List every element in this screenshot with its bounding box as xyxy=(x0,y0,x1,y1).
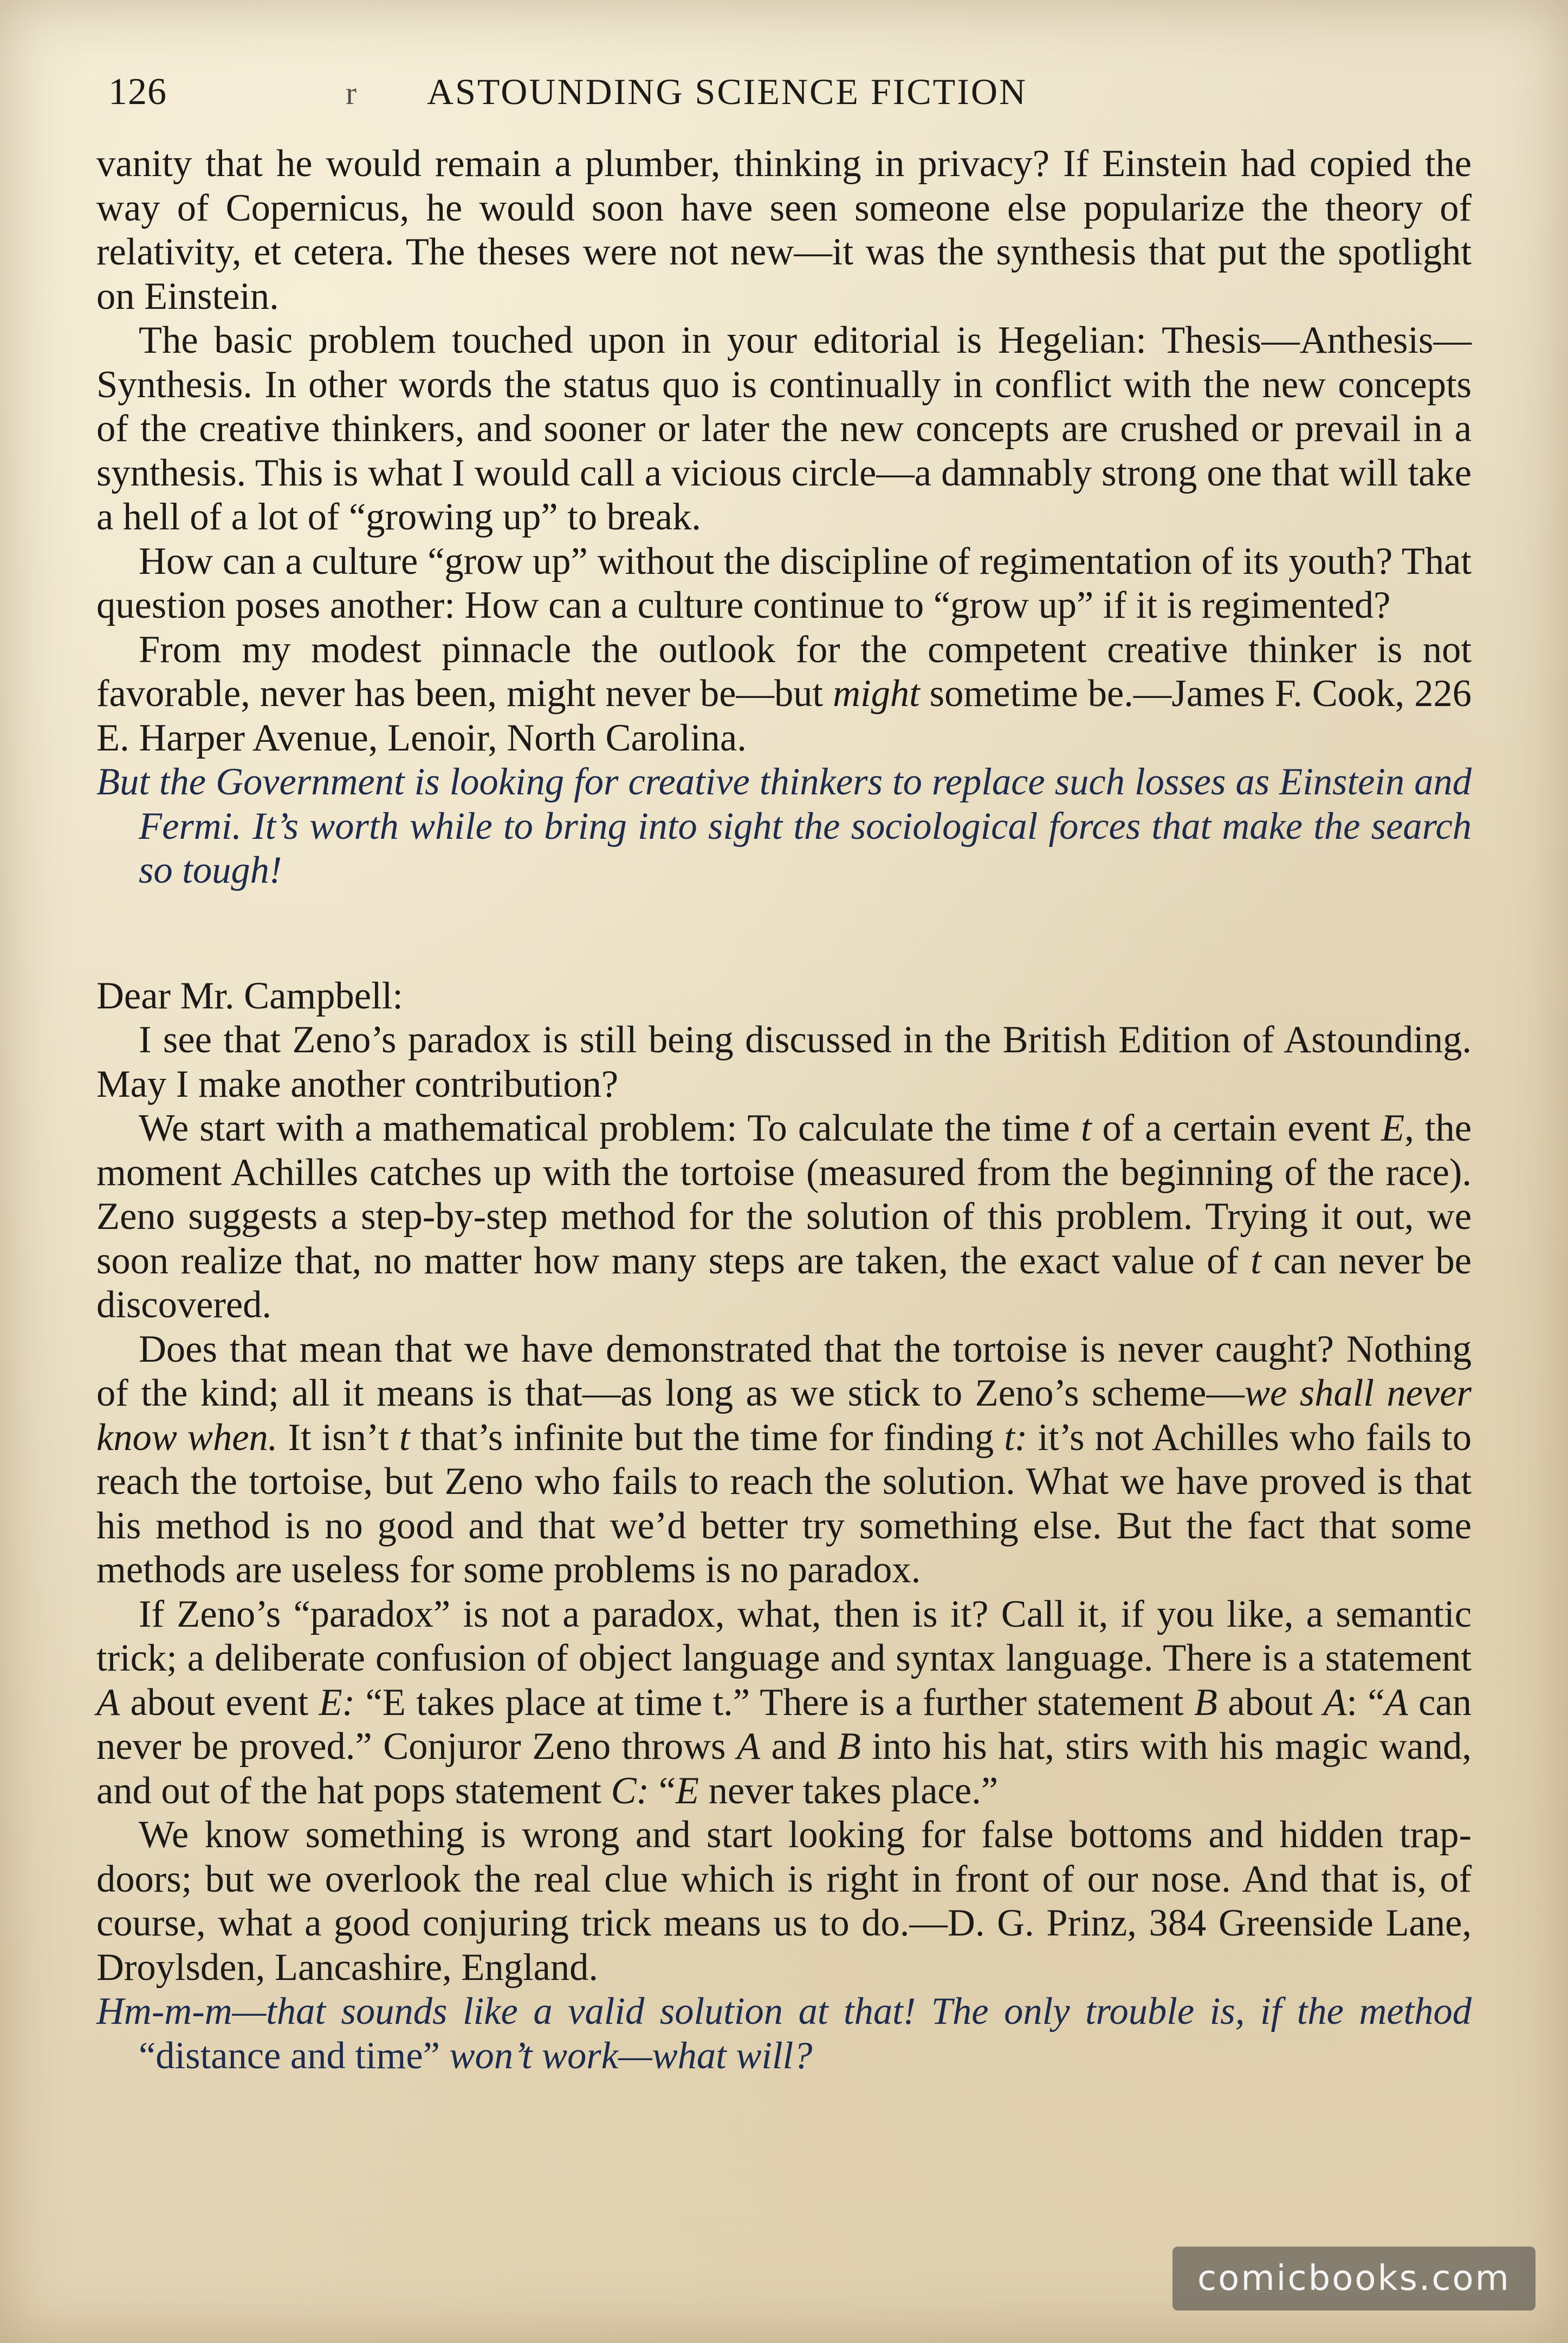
letter1-paragraph-1: vanity that he would remain a plumber, thinking in privacy? If Einstein had copied the way of Copernicus, he would soon have seen someone else popularize the theory of relativity, et cetera. The theses were not new—it was the synthesis that put the spotlight on Einstein. xyxy=(96,143,1472,318)
letters-column xyxy=(96,142,1472,2078)
letter1-paragraph-4: From my modest pinnacle the outlook for the competent creative thinker is not favorable, never has been, might never be—but might sometime be.—James F. Cook, 226 E. Harper Avenue, Lenoir, North Carolina. xyxy=(96,628,1472,759)
letter2-paragraph-4: If Zeno’s “paradox” is not a paradox, what, then is it? Call it, if you like, a semantic trick; a deliberate confusion of object language and syntax language. There is a statement A about event E: “E takes place at time t.” There is a further statement B about A: “A can never be proved.” Conjuror Zeno throws A and B into his hat, stirs with his magic wand, and out of the hat pops statement C: “E never takes place.” xyxy=(96,1593,1472,1812)
section-gap xyxy=(96,893,1472,974)
letter2-salutation: Dear Mr. Campbell: xyxy=(96,974,403,1017)
running-title: ASTOUNDING SCIENCE FICTION xyxy=(426,71,1028,112)
letter2-paragraph-3: Does that mean that we have demonstrated that the tortoise is never caught? Nothing of the kind; all it means is that—as long as we stick to Zeno’s scheme—we shall never know when. It isn’t t that’s infinite but the time for finding t: it’s not Achilles who fails to reach the tortoise, but Zeno who fails to reach the solution. What we have proved is that his method is no good and that we’d better try something else. But the fact that some methods are useless for some problems is no paradox. xyxy=(96,1328,1472,1591)
letter2-paragraph-5: We know something is wrong and start looking for false bottoms and hidden trap-doors; but we overlook the real clue which is right in front of our nose. And that is, of course, what a good conjuring trick means us to do.—D. G. Prinz, 384 Greenside Lane, Droylsden, Lancashire, England. xyxy=(96,1814,1472,1989)
letter2-paragraph-2: We start with a mathematical problem: To calculate the time t of a certain event E, the moment Achilles catches up with the tortoise (measured from the beginning of the race). Zeno suggests a step-by-step method for the solution of this problem. Trying it out, we soon realize that, no matter how many steps are taken, the exact value of t can never be discovered. xyxy=(96,1107,1472,1326)
editor-reply-1: But the Government is looking for creative thinkers to replace such losses as Einstein and Fermi. It’s worth while to bring into sight the sociological forces that make the search so tough! xyxy=(96,761,1472,891)
editor-reply-2: Hm-m-m—that sounds like a valid solution at that! The only trouble is, if the method “distance and time” won’t work—what will? xyxy=(96,1990,1472,2077)
site-watermark: comicbooks.com xyxy=(1172,2247,1535,2310)
letter1-paragraph-3: How can a culture “grow up” without the discipline of regimentation of its youth? That question poses another: How can a culture continue to “grow up” if it is regimented? xyxy=(96,540,1472,626)
page-number: 126 xyxy=(108,71,167,113)
letter2-paragraph-1: I see that Zeno’s paradox is still being discussed in the British Edition of Astounding. May I make another contribution? xyxy=(96,1019,1472,1105)
letter1-paragraph-2: The basic problem touched upon in your editorial is Hegelian: Thesis—Anthesis—Synthesis. In other words the status quo is continually in conflict with the new concepts of the creative thinkers, and sooner or later the new concepts are crushed or prevail in a synthesis. This is what I would call a vicious circle—a damnably strong one that will take a hell of a lot of “growing up” to break. xyxy=(96,319,1472,538)
stray-mark: r xyxy=(346,75,357,111)
running-header xyxy=(108,70,1465,125)
